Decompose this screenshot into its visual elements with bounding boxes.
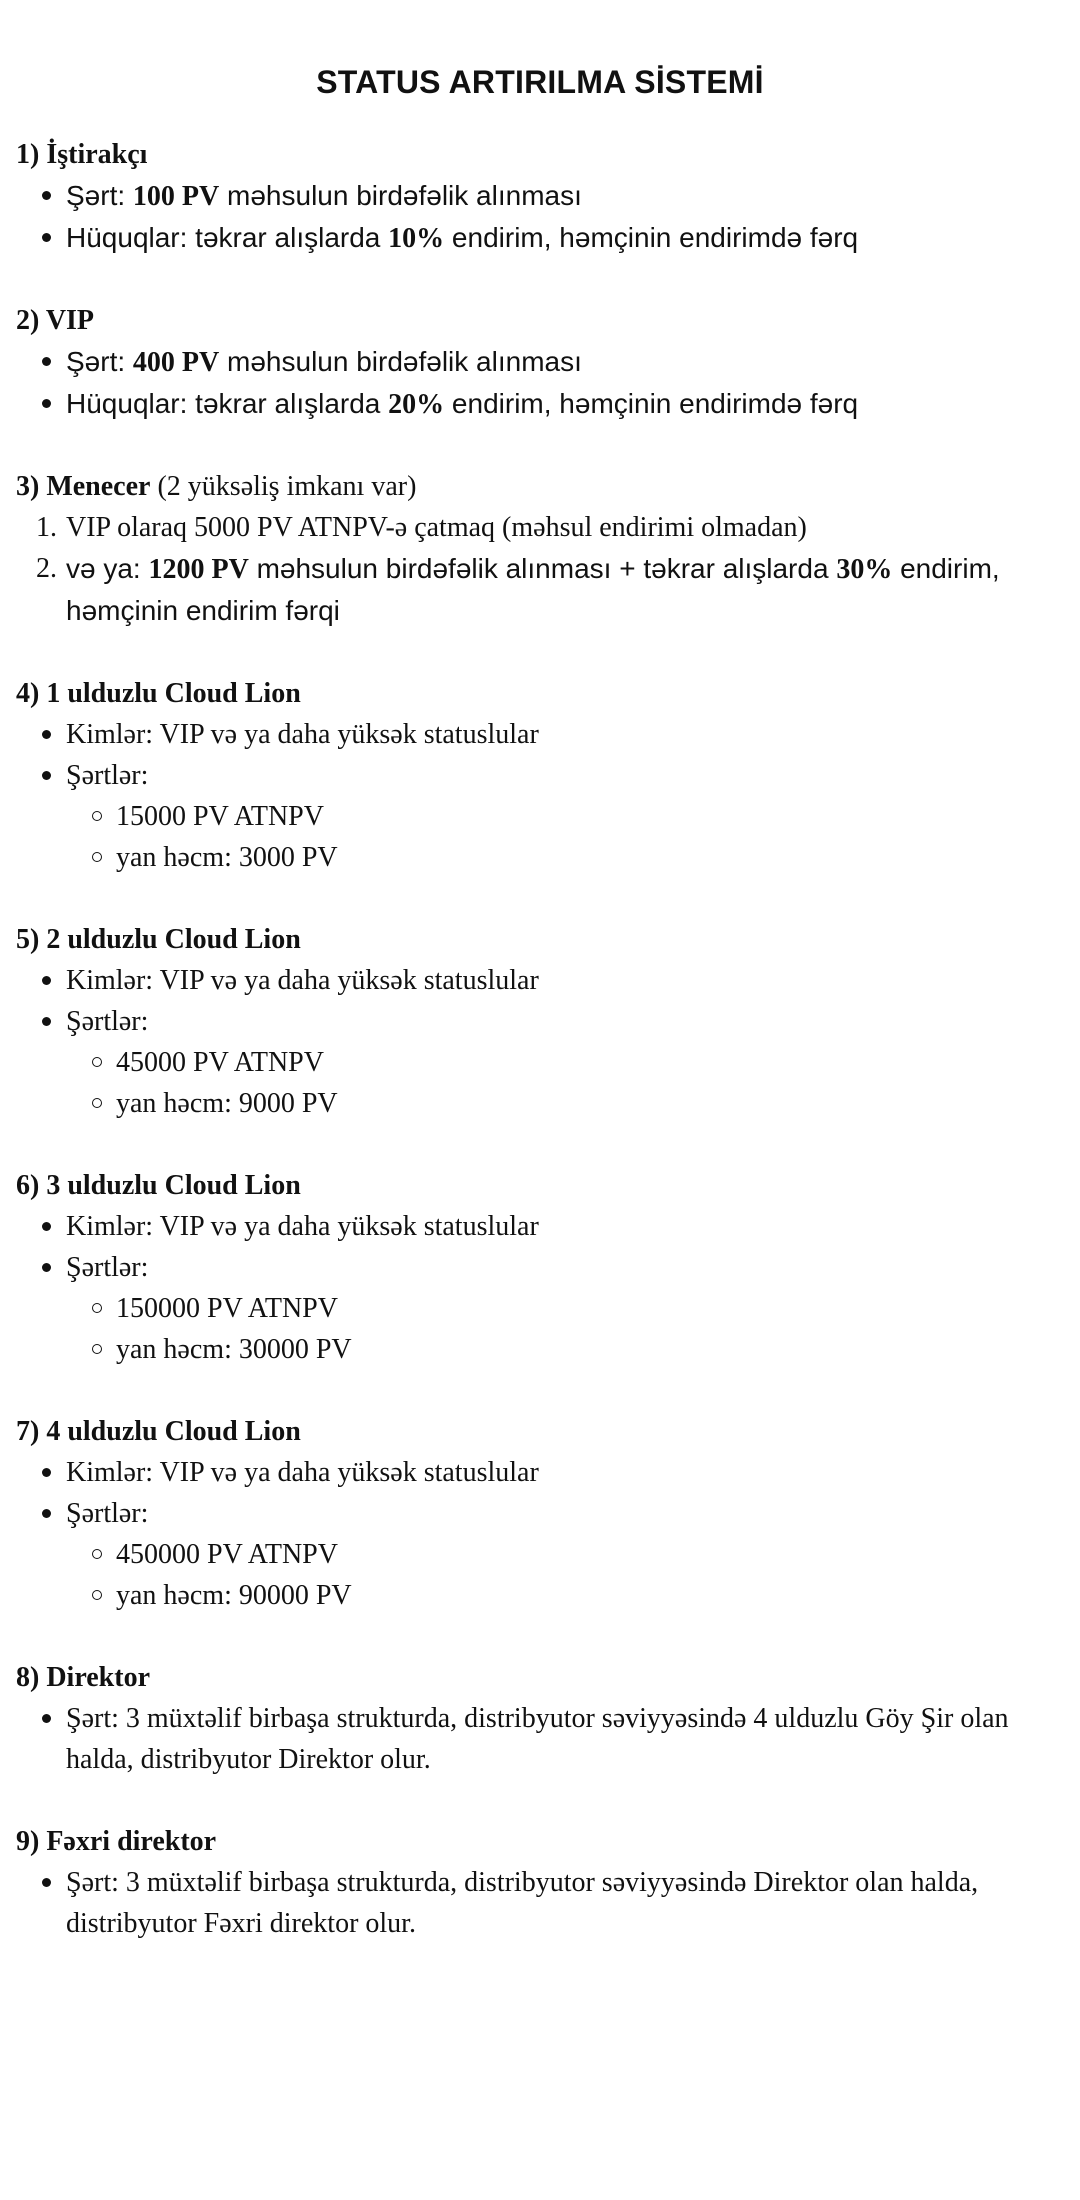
section-2-star-cloud-lion	[16, 919, 1064, 1124]
bullet-list	[16, 341, 1064, 425]
list-item: Şərt: 400 PV məhsulun birdəfəlik alınması	[66, 341, 1064, 383]
section-heading: 3) Menecer (2 yüksəliş imkanı var)	[16, 471, 417, 502]
section-4-star-cloud-lion	[16, 1411, 1064, 1616]
section-heading: 9) Fəxri direktor	[16, 1826, 217, 1857]
bullet-list	[16, 1862, 1064, 1944]
sub-list-item: 45000 PV ATNPV	[116, 1042, 1064, 1083]
sub-list-item: yan həcm: 9000 PV	[116, 1083, 1064, 1124]
sub-list	[66, 1534, 1064, 1616]
list-item: Kimlər: VIP və ya daha yüksək statuslular	[66, 960, 1064, 1001]
sub-list-item: 15000 PV ATNPV	[116, 796, 1064, 837]
list-item: Kimlər: VIP və ya daha yüksək statuslular	[66, 1206, 1064, 1247]
section-vip	[16, 300, 1064, 425]
list-item: Şərtlər: 15000 PV ATNPV yan həcm: 3000 PV	[66, 755, 1064, 878]
section-1-star-cloud-lion	[16, 673, 1064, 878]
sub-list	[66, 1042, 1064, 1124]
bullet-list	[16, 714, 1064, 878]
section-3-star-cloud-lion	[16, 1165, 1064, 1370]
list-item: Şərt: 3 müxtəlif birbaşa strukturda, distribyutor səviyyəsində Direktor olan halda, distribyutor Fəxri direktor olur.	[66, 1862, 1064, 1944]
section-heading: 7) 4 ulduzlu Cloud Lion	[16, 1416, 301, 1447]
sub-list	[66, 1288, 1064, 1370]
list-item: 2. və ya: 1200 PV məhsulun birdəfəlik alınması + təkrar alışlarda 30% endirim, həmçinin endirim fərqi	[36, 553, 1000, 626]
list-item: Şərtlər: 150000 PV ATNPV yan həcm: 30000 PV	[66, 1247, 1064, 1370]
list-item: 1. VIP olaraq 5000 PV ATNPV-ə çatmaq (məhsul endirimi olmadan)	[36, 512, 807, 543]
bullet-list	[16, 175, 1064, 259]
sub-list-item: 450000 PV ATNPV	[116, 1534, 1064, 1575]
section-heading: 6) 3 ulduzlu Cloud Lion	[16, 1170, 301, 1201]
list-item: Hüquqlar: təkrar alışlarda 20% endirim, həmçinin endirimdə fərq	[66, 383, 1064, 425]
list-item: Şərt: 3 müxtəlif birbaşa strukturda, distribyutor səviyyəsində 4 ulduzlu Göy Şir olan halda, distribyutor Direktor olur.	[66, 1698, 1064, 1780]
section-heading: 1) İştirakçı	[16, 139, 148, 170]
section-heading: 2) VIP	[16, 305, 95, 336]
list-item: Kimlər: VIP və ya daha yüksək statuslular	[66, 714, 1064, 755]
sub-list	[66, 796, 1064, 878]
bullet-list	[16, 1206, 1064, 1370]
bullet-list	[16, 1698, 1064, 1780]
section-fexri-direktor	[16, 1821, 1064, 1944]
section-menecer	[16, 466, 1064, 632]
page-title: STATUS ARTIRILMA SİSTEMİ	[316, 64, 764, 100]
sub-list-item: yan həcm: 3000 PV	[116, 837, 1064, 878]
list-item: Hüquqlar: təkrar alışlarda 10% endirim, həmçinin endirimdə fərq	[66, 217, 1064, 259]
section-heading: 8) Direktor	[16, 1662, 150, 1693]
numbered-list	[16, 507, 1064, 632]
sub-list-item: yan həcm: 30000 PV	[116, 1329, 1064, 1370]
bullet-list	[16, 960, 1064, 1124]
sub-list-item: 150000 PV ATNPV	[116, 1288, 1064, 1329]
sub-list-item: yan həcm: 90000 PV	[116, 1575, 1064, 1616]
list-item: Şərtlər: 45000 PV ATNPV yan həcm: 9000 PV	[66, 1001, 1064, 1124]
section-heading: 5) 2 ulduzlu Cloud Lion	[16, 924, 301, 955]
section-heading: 4) 1 ulduzlu Cloud Lion	[16, 678, 301, 709]
bullet-list	[16, 1452, 1064, 1616]
list-item: Kimlər: VIP və ya daha yüksək statuslular	[66, 1452, 1064, 1493]
section-direktor	[16, 1657, 1064, 1780]
section-istirakci	[16, 134, 1064, 259]
list-item: Şərt: 100 PV məhsulun birdəfəlik alınması	[66, 175, 1064, 217]
list-item: Şərtlər: 450000 PV ATNPV yan həcm: 90000 PV	[66, 1493, 1064, 1616]
